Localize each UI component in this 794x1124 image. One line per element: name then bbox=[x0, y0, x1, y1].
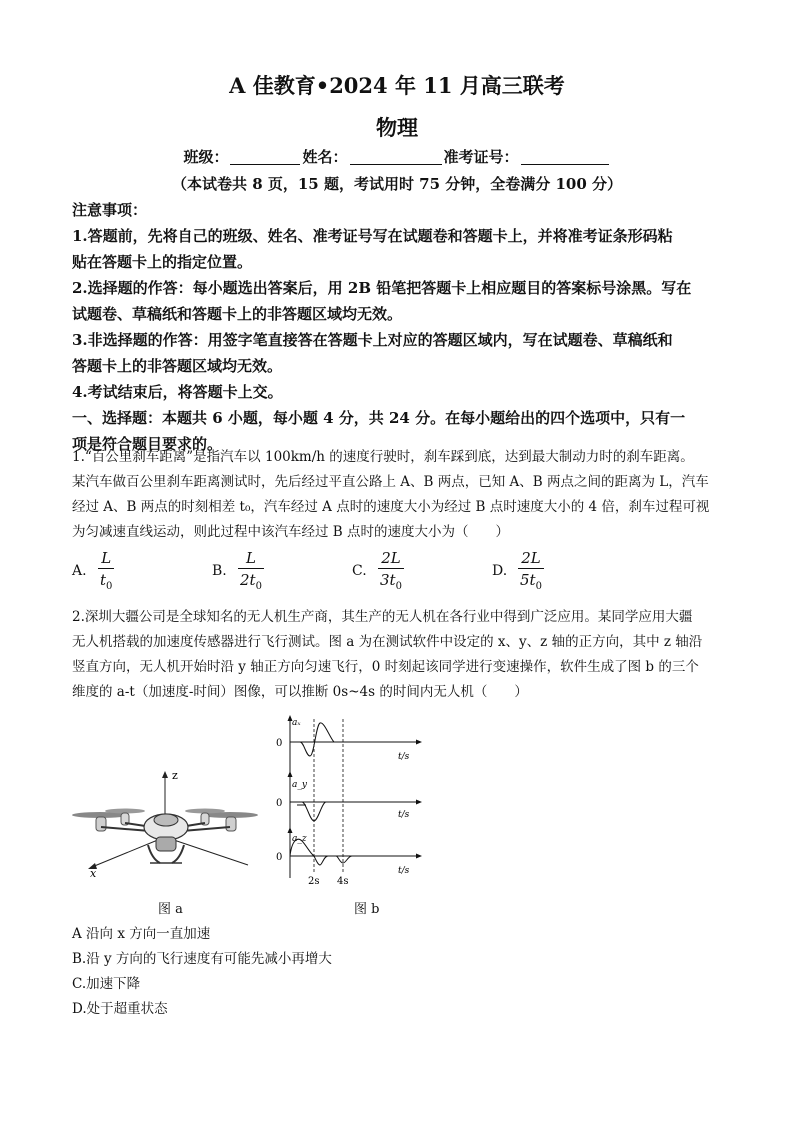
answer-c[interactable]: C.加速下降 bbox=[72, 976, 141, 992]
question-1-line: 为匀减速直线运动，则此过程中该汽车经过 B 点时的速度大小为（ ） bbox=[72, 524, 510, 540]
answer-d[interactable]: D.处于超重状态 bbox=[72, 1001, 168, 1017]
class-label: 班级： bbox=[183, 148, 229, 166]
ay-t-label: t/s bbox=[398, 810, 410, 820]
denominator-subscript: 0 bbox=[255, 581, 262, 592]
ax-zero-label: 0 bbox=[276, 738, 283, 749]
az-time-arrow bbox=[416, 854, 422, 859]
option-fraction bbox=[98, 548, 114, 598]
option-label: A. bbox=[72, 563, 87, 579]
fraction-denominator bbox=[98, 569, 114, 598]
ay-zero-label: 0 bbox=[276, 798, 283, 809]
option-fraction bbox=[238, 548, 264, 598]
drone-icon bbox=[72, 809, 258, 864]
tick-2s-label: 2s bbox=[308, 876, 320, 887]
option-label: B. bbox=[212, 563, 227, 579]
az-axis-arrow bbox=[288, 827, 293, 833]
fraction-denominator bbox=[518, 569, 544, 598]
notes-line: 试题卷、草稿纸和答题卡上的非答题区域均无效。 bbox=[72, 305, 403, 323]
notes-line: 贴在答题卡上的指定位置。 bbox=[72, 253, 253, 271]
az-zero-label: 0 bbox=[276, 852, 283, 863]
az-curve bbox=[290, 839, 380, 865]
az-label: a_z bbox=[292, 834, 307, 844]
fraction-denominator bbox=[238, 569, 264, 598]
answer-b[interactable]: B.沿 y 方向的飞行速度有可能先减小再增大 bbox=[72, 951, 332, 967]
ay-label: a_y bbox=[292, 780, 307, 790]
notes-line: 3.非选择题的作答：用签字笔直接答在答题卡上对应的答题区域内，写在试题卷、草稿纸和 bbox=[72, 331, 673, 349]
z-axis-arrow bbox=[162, 771, 168, 778]
fraction-denominator bbox=[378, 569, 404, 598]
class-blank[interactable] bbox=[230, 148, 300, 165]
option-label: C. bbox=[352, 563, 367, 579]
question-1-line: 某汽车做百公里刹车距离测试时，先后经过平直公路上 A、B 两点，已知 A、B 两点之间的距离为 L，汽车 bbox=[72, 474, 709, 490]
student-info-fields bbox=[0, 146, 794, 167]
notes-line: 2.选择题的作答：每小题选出答案后，用 2B 铅笔把答题卡上相应题目的答案标号涂黑。写在 bbox=[72, 279, 692, 297]
exam-info: （本试卷共 8 页，15 题，考试用时 75 分钟，全卷满分 100 分） bbox=[171, 175, 623, 193]
x-axis-label: x bbox=[90, 867, 97, 880]
ax-time-arrow bbox=[416, 740, 422, 745]
exam-id-label: 准考证号： bbox=[443, 148, 519, 166]
denominator-text: t bbox=[100, 571, 107, 589]
denominator-text: 2t bbox=[240, 571, 256, 589]
answer-a[interactable]: A 沿向 x 方向一直加速 bbox=[72, 926, 211, 942]
notes-line: 4.考试结束后，将答题卡上交。 bbox=[72, 383, 283, 401]
question-1-line: 1.“百公里刹车距离”是指汽车以 100km/h 的速度行驶时，刹车踩到底，达到最大制动力时的刹车距离。 bbox=[72, 449, 694, 465]
tick-4s-label: 4s bbox=[337, 876, 349, 887]
figure-a-drone bbox=[70, 765, 270, 880]
question-2-line: 竖直方向，无人机开始时沿 y 轴正方向匀速飞行，0 时刻起该同学进行变速操作，软件生成了图 b 的三个 bbox=[72, 659, 699, 675]
section-heading: 项是符合题目要求的。 bbox=[72, 435, 223, 453]
question-2 bbox=[72, 605, 724, 705]
question-2-line: 2.深圳大疆公司是全球知名的无人机生产商，其生产的无人机在各行业中得到广泛应用。某同学应用大疆 bbox=[72, 609, 693, 625]
fraction-numerator: 2L bbox=[521, 549, 541, 567]
figure-a-caption: 图 a bbox=[158, 902, 183, 917]
notes-line: 1.答题前，先将自己的班级、姓名、准考证号写在试题卷和答题卡上，并将准考证条形码粘 bbox=[72, 227, 673, 245]
ay-axis-arrow bbox=[288, 771, 293, 777]
denominator-subscript: 0 bbox=[395, 581, 402, 592]
denominator-subscript: 0 bbox=[535, 581, 542, 592]
notes-section bbox=[72, 197, 722, 457]
question-2-line: 维度的 a-t（加速度-时间）图像，可以推断 0s~4s 的时间内无人机（ ） bbox=[72, 684, 528, 700]
ay-time-arrow bbox=[416, 800, 422, 805]
question-1 bbox=[72, 445, 724, 545]
notes-heading: 注意事项： bbox=[72, 201, 148, 219]
az-t-label: t/s bbox=[398, 866, 410, 876]
exam-subject: 物理 bbox=[376, 115, 418, 140]
exam-id-blank[interactable] bbox=[521, 148, 609, 165]
ax-label: aₓ bbox=[292, 718, 301, 728]
z-axis-label: z bbox=[172, 769, 178, 782]
option-label: D. bbox=[492, 563, 508, 579]
question-1-options bbox=[72, 548, 724, 596]
fraction-numerator: 2L bbox=[381, 549, 401, 567]
question-1-line: 经过 A、B 两点的时刻相差 t₀，汽车经过 A 点时的速度大小为经过 B 点时速度大小的 4 倍，刹车过程可视 bbox=[72, 499, 710, 515]
denominator-text: 3t bbox=[380, 571, 396, 589]
section-heading: 一、选择题：本题共 6 小题，每小题 4 分，共 24 分。在每小题给出的四个选项中，只有一 bbox=[72, 409, 686, 427]
name-blank[interactable] bbox=[350, 148, 442, 165]
exam-title: A 佳教育•2024 年 11 月高三联考 bbox=[229, 73, 565, 98]
fraction-numerator: L bbox=[101, 549, 112, 567]
fraction-numerator: L bbox=[245, 549, 256, 567]
option-fraction bbox=[518, 548, 544, 598]
denominator-subscript: 0 bbox=[106, 581, 113, 592]
figure-b-caption: 图 b bbox=[354, 902, 380, 917]
question-2-line: 无人机搭载的加速度传感器进行飞行测试。图 a 为在测试软件中设定的 x、y、z 轴的正方向，其中 z 轴沿 bbox=[72, 634, 703, 650]
figure-b-at-graphs bbox=[270, 713, 430, 888]
denominator-text: 5t bbox=[520, 571, 536, 589]
option-fraction bbox=[378, 548, 404, 598]
ax-t-label: t/s bbox=[398, 752, 410, 762]
y-axis-line bbox=[165, 837, 248, 865]
notes-line: 答题卡上的非答题区域均无效。 bbox=[72, 357, 283, 375]
name-label: 姓名： bbox=[302, 148, 348, 166]
